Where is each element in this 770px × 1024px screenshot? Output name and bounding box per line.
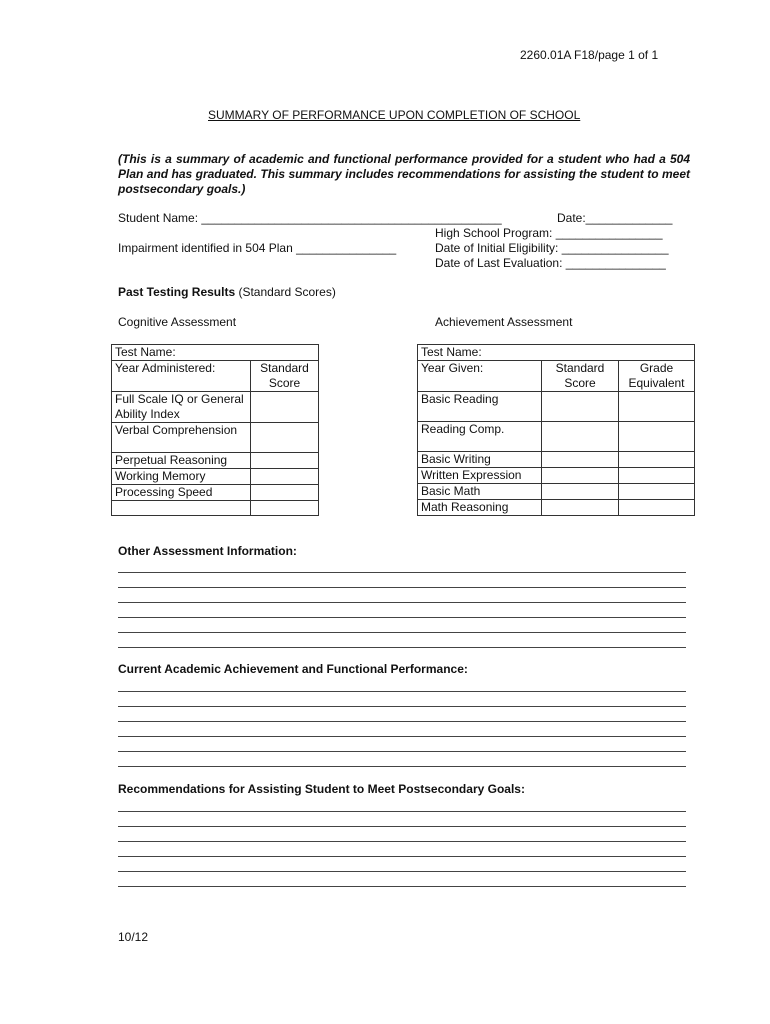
cognitive-score-cell[interactable]	[251, 469, 319, 485]
current-achievement-line[interactable]	[118, 721, 686, 737]
recommendations-line[interactable]	[118, 871, 686, 887]
other-assessment-line[interactable]	[118, 602, 686, 618]
high-school-program-field[interactable]: High School Program: ________________	[435, 226, 663, 240]
current-achievement-line[interactable]	[118, 706, 686, 722]
current-achievement-line[interactable]	[118, 751, 686, 767]
cognitive-assessment-title: Cognitive Assessment	[118, 315, 237, 329]
cognitive-row-label	[112, 501, 251, 516]
cognitive-score-cell[interactable]	[251, 392, 319, 423]
recommendations-line[interactable]	[118, 826, 686, 842]
achievement-standard-score-header: Standard Score	[542, 361, 619, 392]
achievement-test-name[interactable]: Test Name:	[418, 345, 695, 361]
achievement-score-cell[interactable]	[542, 422, 619, 452]
other-assessment-line[interactable]	[118, 557, 686, 573]
recommendations-line[interactable]	[118, 796, 686, 812]
other-assessment-heading: Other Assessment Information:	[118, 544, 297, 558]
past-testing-heading	[118, 285, 336, 299]
cognitive-score-cell[interactable]	[251, 501, 319, 516]
achievement-grade-equivalent-header: Grade Equivalent	[619, 361, 695, 392]
recommendations-heading: Recommendations for Assisting Student to Meet Postsecondary Goals:	[118, 782, 525, 796]
achievement-grade-cell[interactable]	[619, 500, 695, 516]
cognitive-score-cell[interactable]	[251, 485, 319, 501]
student-name-field[interactable]: Student Name: _____________________________________________	[118, 211, 502, 225]
achievement-row-label: Basic Reading	[418, 392, 542, 422]
past-testing-sub: (Standard Scores)	[235, 285, 336, 299]
achievement-score-cell[interactable]	[542, 500, 619, 516]
achievement-grade-cell[interactable]	[619, 484, 695, 500]
last-evaluation-field[interactable]: Date of Last Evaluation: _______________	[435, 256, 666, 270]
cognitive-score-cell[interactable]	[251, 423, 319, 453]
document-title: SUMMARY OF PERFORMANCE UPON COMPLETION OF SCHOOL	[208, 108, 581, 122]
cognitive-row-label: Working Memory	[112, 469, 251, 485]
current-achievement-line[interactable]	[118, 691, 686, 707]
cognitive-row-label: Full Scale IQ or General Ability Index	[112, 392, 251, 423]
recommendations-line[interactable]	[118, 856, 686, 872]
achievement-assessment-title: Achievement Assessment	[435, 315, 573, 329]
initial-eligibility-field[interactable]: Date of Initial Eligibility: ________________	[435, 241, 669, 255]
achievement-grade-cell[interactable]	[619, 392, 695, 422]
impairment-field[interactable]: Impairment identified in 504 Plan _______________	[118, 241, 397, 255]
cognitive-score-cell[interactable]	[251, 453, 319, 469]
recommendations-line[interactable]	[118, 811, 686, 827]
current-achievement-heading: Current Academic Achievement and Functional Performance:	[118, 662, 468, 676]
achievement-year-given[interactable]: Year Given:	[418, 361, 542, 392]
achievement-row-label: Math Reasoning	[418, 500, 542, 516]
cognitive-table	[111, 344, 319, 516]
achievement-score-cell[interactable]	[542, 484, 619, 500]
other-assessment-line[interactable]	[118, 572, 686, 588]
intro-paragraph: (This is a summary of academic and functional performance provided for a student who had a 504 Plan and has graduated. This summary includes recommendations for assisting the student to meet postsecondary goals.)	[118, 152, 690, 196]
other-assessment-line[interactable]	[118, 632, 686, 648]
cognitive-row-label: Verbal Comprehension	[112, 423, 251, 453]
current-achievement-line[interactable]	[118, 736, 686, 752]
achievement-score-cell[interactable]	[542, 452, 619, 468]
other-assessment-line[interactable]	[118, 587, 686, 603]
achievement-score-cell[interactable]	[542, 468, 619, 484]
achievement-grade-cell[interactable]	[619, 422, 695, 452]
achievement-row-label: Basic Math	[418, 484, 542, 500]
date-field[interactable]: Date:_____________	[557, 211, 673, 225]
current-achievement-line[interactable]	[118, 676, 686, 692]
recommendations-line[interactable]	[118, 841, 686, 857]
cognitive-test-name[interactable]: Test Name:	[112, 345, 319, 361]
cognitive-row-label: Processing Speed	[112, 485, 251, 501]
achievement-row-label: Reading Comp.	[418, 422, 542, 452]
other-assessment-line[interactable]	[118, 617, 686, 633]
cognitive-year-administered[interactable]: Year Administered:	[112, 361, 251, 392]
achievement-grade-cell[interactable]	[619, 468, 695, 484]
cognitive-standard-score-header: Standard Score	[251, 361, 319, 392]
achievement-row-label: Basic Writing	[418, 452, 542, 468]
achievement-row-label: Written Expression	[418, 468, 542, 484]
achievement-grade-cell[interactable]	[619, 452, 695, 468]
footer-date-code: 10/12	[118, 930, 149, 944]
achievement-table	[417, 344, 695, 516]
past-testing-title: Past Testing Results	[118, 285, 236, 299]
achievement-score-cell[interactable]	[542, 392, 619, 422]
cognitive-row-label: Perpetual Reasoning	[112, 453, 251, 469]
form-code: 2260.01A F18/page 1 of 1	[520, 48, 659, 62]
